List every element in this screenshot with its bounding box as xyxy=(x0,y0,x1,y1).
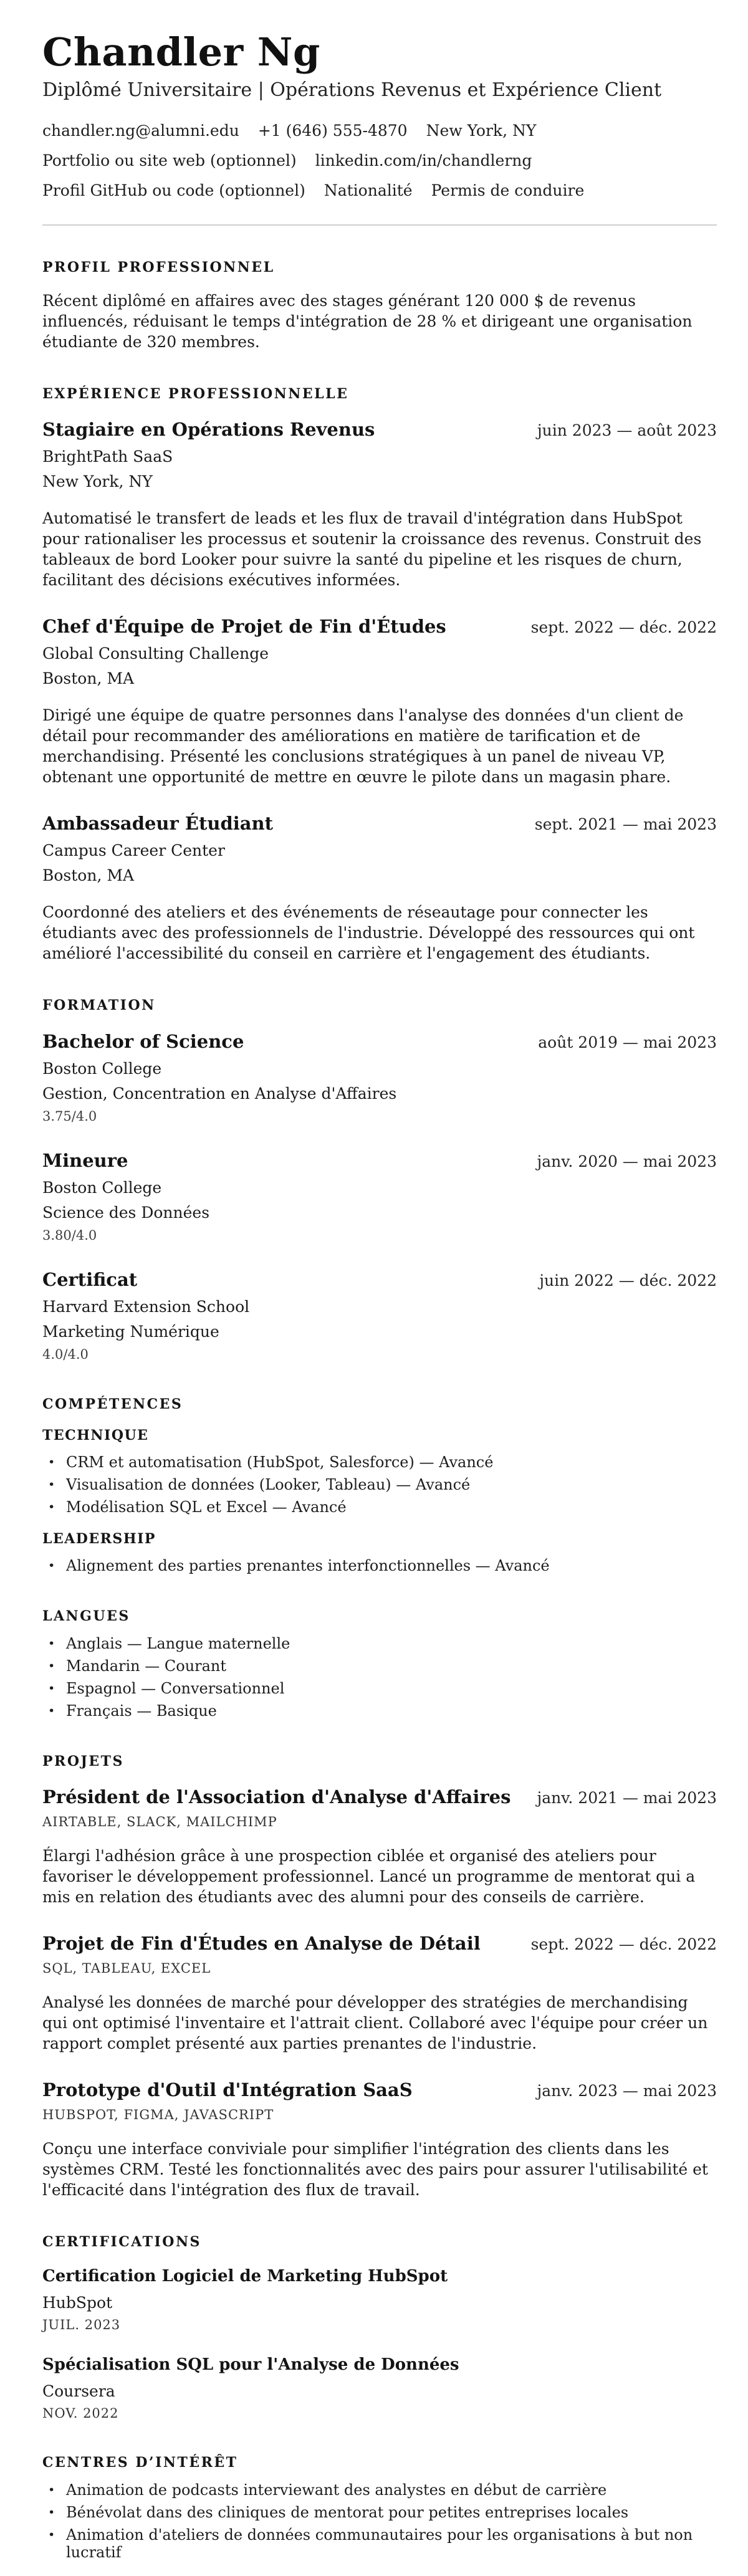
degree-gpa: 3.80/4.0 xyxy=(42,1227,97,1243)
experience-entry xyxy=(42,418,717,590)
job-company: BrightPath SaaS xyxy=(42,448,173,466)
degree-date-range: janv. 2020 — mai 2023 xyxy=(537,1152,717,1171)
degree-title: Bachelor of Science xyxy=(42,1030,244,1052)
list-item: • Bénévolat dans des cliniques de mentorat pour petites entreprises locales xyxy=(42,2504,717,2521)
resume-header xyxy=(42,31,717,226)
list-item: • Animation d'ateliers de données communautaires pour les organisations à but non lucratif xyxy=(42,2526,717,2561)
section-languages xyxy=(42,1608,717,1719)
entry-head xyxy=(42,418,717,441)
job-date-range: sept. 2022 — déc. 2022 xyxy=(530,618,717,637)
contact-phone: +1 (646) 555-4870 xyxy=(257,121,408,140)
experience-entry xyxy=(42,812,717,964)
entry-head xyxy=(42,2079,717,2101)
section-heading-languages: LANGUES xyxy=(42,1608,130,1625)
section-certifications xyxy=(42,2234,717,2421)
project-description: Analysé les données de marché pour développer des stratégies de merchandising qui ont optimisé l'inventaire et l'attrait client. Collaboré avec l'équipe pour créer un rapport complet présenté aux parties prenantes de l'industrie. xyxy=(42,1993,708,2053)
section-experience xyxy=(42,386,717,964)
contact-github: Profil GitHub ou code (optionnel) xyxy=(42,181,305,199)
job-date-range: sept. 2021 — mai 2023 xyxy=(534,815,717,834)
section-heading-projects: PROJETS xyxy=(42,1753,124,1769)
job-location: New York, NY xyxy=(42,472,153,491)
contact-row-1 xyxy=(42,121,717,141)
list-item: • Modélisation SQL et Excel — Avancé xyxy=(42,1498,717,1516)
interests-list xyxy=(42,2481,717,2561)
skills-list-leadership xyxy=(42,1557,717,1574)
certification-title: Spécialisation SQL pour l'Analyse de Données xyxy=(42,2355,459,2375)
section-heading-education: FORMATION xyxy=(42,997,156,1014)
entry-head xyxy=(42,1932,717,1955)
project-description: Élargi l'adhésion grâce à une prospection ciblée et organisé des ateliers pour favoriser le développement professionnel. Lancé un programme de mentorat qui a mis en relation des étudiants avec des alumni pour des conseils de carrière. xyxy=(42,1847,696,1907)
section-interests xyxy=(42,2454,717,2560)
education-entry xyxy=(42,1268,717,1362)
list-item: • Animation de podcasts interviewant des analystes en début de carrière xyxy=(42,2481,717,2499)
section-education xyxy=(42,997,717,1362)
skills-subheading-technical: TECHNIQUE xyxy=(42,1427,149,1444)
project-tools: SQL, TABLEAU, EXCEL xyxy=(42,1961,211,1976)
project-title: Président de l'Association d'Analyse d'Affaires xyxy=(42,1786,511,1808)
job-date-range: juin 2023 — août 2023 xyxy=(537,421,717,440)
project-entry xyxy=(42,1932,717,2054)
header-divider xyxy=(42,224,717,226)
contact-email: chandler.ng@alumni.edu xyxy=(42,121,239,140)
entry-head xyxy=(42,1030,717,1053)
candidate-name: Chandler Ng xyxy=(42,29,320,75)
job-company: Campus Career Center xyxy=(42,841,225,860)
school-name: Boston College xyxy=(42,1059,162,1078)
skills-list-technical xyxy=(42,1453,717,1516)
project-entry xyxy=(42,2079,717,2200)
certification-issuer: Coursera xyxy=(42,2382,115,2401)
school-name: Harvard Extension School xyxy=(42,1297,250,1316)
section-skills xyxy=(42,1396,717,1574)
degree-date-range: juin 2022 — déc. 2022 xyxy=(539,1271,717,1290)
degree-gpa: 4.0/4.0 xyxy=(42,1346,89,1362)
project-date-range: janv. 2021 — mai 2023 xyxy=(537,1789,717,1808)
project-title: Prototype d'Outil d'Intégration SaaS xyxy=(42,2079,413,2101)
list-item: • Français — Basique xyxy=(42,1702,717,1720)
section-profile xyxy=(42,259,717,352)
list-item: • Mandarin — Courant xyxy=(42,1657,717,1675)
project-tools: AIRTABLE, SLACK, MAILCHIMP xyxy=(42,1814,277,1830)
degree-detail: Gestion, Concentration en Analyse d'Affaires xyxy=(42,1084,397,1103)
contact-row-3 xyxy=(42,181,717,201)
section-projects xyxy=(42,1753,717,2200)
contact-location: New York, NY xyxy=(426,121,537,140)
job-title: Stagiaire en Opérations Revenus xyxy=(42,419,375,441)
degree-title: Certificat xyxy=(42,1268,138,1290)
section-heading-skills: COMPÉTENCES xyxy=(42,1396,183,1412)
certification-issuer: HubSpot xyxy=(42,2294,113,2312)
job-description: Dirigé une équipe de quatre personnes dans l'analyse des données d'un client de détail pour recommander des améliorations en matière de tarification et de merchandising. Présenté les conclusions stratégiques à un panel de niveau VP, obtenant une opportunité de mettre en œuvre le pilote dans un magasin phare. xyxy=(42,706,684,787)
contact-driving-license: Permis de conduire xyxy=(431,181,585,199)
contact-nationality: Nationalité xyxy=(324,181,413,199)
languages-list xyxy=(42,1635,717,1720)
list-item: • CRM et automatisation (HubSpot, Salesforce) — Avancé xyxy=(42,1453,717,1471)
entry-head xyxy=(42,615,717,638)
project-date-range: sept. 2022 — déc. 2022 xyxy=(530,1935,717,1954)
contact-linkedin: linkedin.com/in/chandlerng xyxy=(315,151,532,170)
candidate-tagline: Diplômé Universitaire | Opérations Revenus et Expérience Client xyxy=(42,79,662,102)
contact-row-2 xyxy=(42,151,717,171)
skills-subheading-leadership: LEADERSHIP xyxy=(42,1531,156,1548)
section-heading-profile: PROFIL PROFESSIONNEL xyxy=(42,259,275,275)
list-item: • Visualisation de données (Looker, Tableau) — Avancé xyxy=(42,1476,717,1493)
entry-head xyxy=(42,1268,717,1291)
section-heading-experience: EXPÉRIENCE PROFESSIONNELLE xyxy=(42,386,349,403)
job-title: Ambassadeur Étudiant xyxy=(42,813,274,835)
section-heading-certifications: CERTIFICATIONS xyxy=(42,2234,201,2251)
education-entry xyxy=(42,1149,717,1243)
certification-title: Certification Logiciel de Marketing HubSpot xyxy=(42,2267,448,2286)
degree-detail: Marketing Numérique xyxy=(42,1322,219,1341)
entry-head xyxy=(42,812,717,835)
section-heading-interests: CENTRES D’INTÉRÊT xyxy=(42,2454,238,2471)
list-item: • Espagnol — Conversationnel xyxy=(42,1680,717,1697)
profile-summary: Récent diplômé en affaires avec des stages générant 120 000 $ de revenus influencés, réduisant le temps d'intégration de 28 % et dirigeant une organisation étudiante de 320 membres. xyxy=(42,292,693,352)
school-name: Boston College xyxy=(42,1178,162,1197)
job-location: Boston, MA xyxy=(42,866,134,885)
project-entry xyxy=(42,1786,717,1907)
project-title: Projet de Fin d'Études en Analyse de Détail xyxy=(42,1933,481,1955)
job-description: Coordonné des ateliers et des événements de réseautage pour connecter les étudiants avec des professionnels de l'industrie. Développé des ressources qui ont amélioré l'accessibilité du conseil en carrière et l'engagement des étudiants. xyxy=(42,903,695,963)
certification-date: JUIL. 2023 xyxy=(42,2317,121,2333)
certification-date: NOV. 2022 xyxy=(42,2406,119,2421)
certification-entry xyxy=(42,2266,717,2332)
entry-head xyxy=(42,1149,717,1172)
project-description: Conçu une interface conviviale pour simplifier l'intégration des clients dans les systèmes CRM. Testé les fonctionnalités avec des pairs pour assurer l'utilisabilité et l'efficacité dans l'intégration des flux de travail. xyxy=(42,2140,708,2200)
degree-title: Mineure xyxy=(42,1149,128,1171)
degree-date-range: août 2019 — mai 2023 xyxy=(538,1033,717,1051)
education-entry xyxy=(42,1030,717,1124)
job-company: Global Consulting Challenge xyxy=(42,644,269,663)
list-item: • Alignement des parties prenantes interfonctionnelles — Avancé xyxy=(42,1557,717,1574)
degree-detail: Science des Données xyxy=(42,1203,210,1222)
contact-portfolio: Portfolio ou site web (optionnel) xyxy=(42,151,297,170)
degree-gpa: 3.75/4.0 xyxy=(42,1108,97,1124)
job-description: Automatisé le transfert de leads et les flux de travail d'intégration dans HubSpot pour rationaliser les processus et soutenir la croissance des revenus. Construit des tableaux de bord Looker pour suivre la santé du pipeline et les risques de churn, facilitant des décisions exécutives informées. xyxy=(42,509,702,590)
job-title: Chef d'Équipe de Projet de Fin d'Études xyxy=(42,616,446,638)
project-tools: HUBSPOT, FIGMA, JAVASCRIPT xyxy=(42,2107,274,2123)
project-date-range: janv. 2023 — mai 2023 xyxy=(537,2082,717,2100)
list-item: • Anglais — Langue maternelle xyxy=(42,1635,717,1652)
entry-head xyxy=(42,1786,717,1808)
certification-entry xyxy=(42,2355,717,2421)
experience-entry xyxy=(42,615,717,787)
job-location: Boston, MA xyxy=(42,669,134,688)
